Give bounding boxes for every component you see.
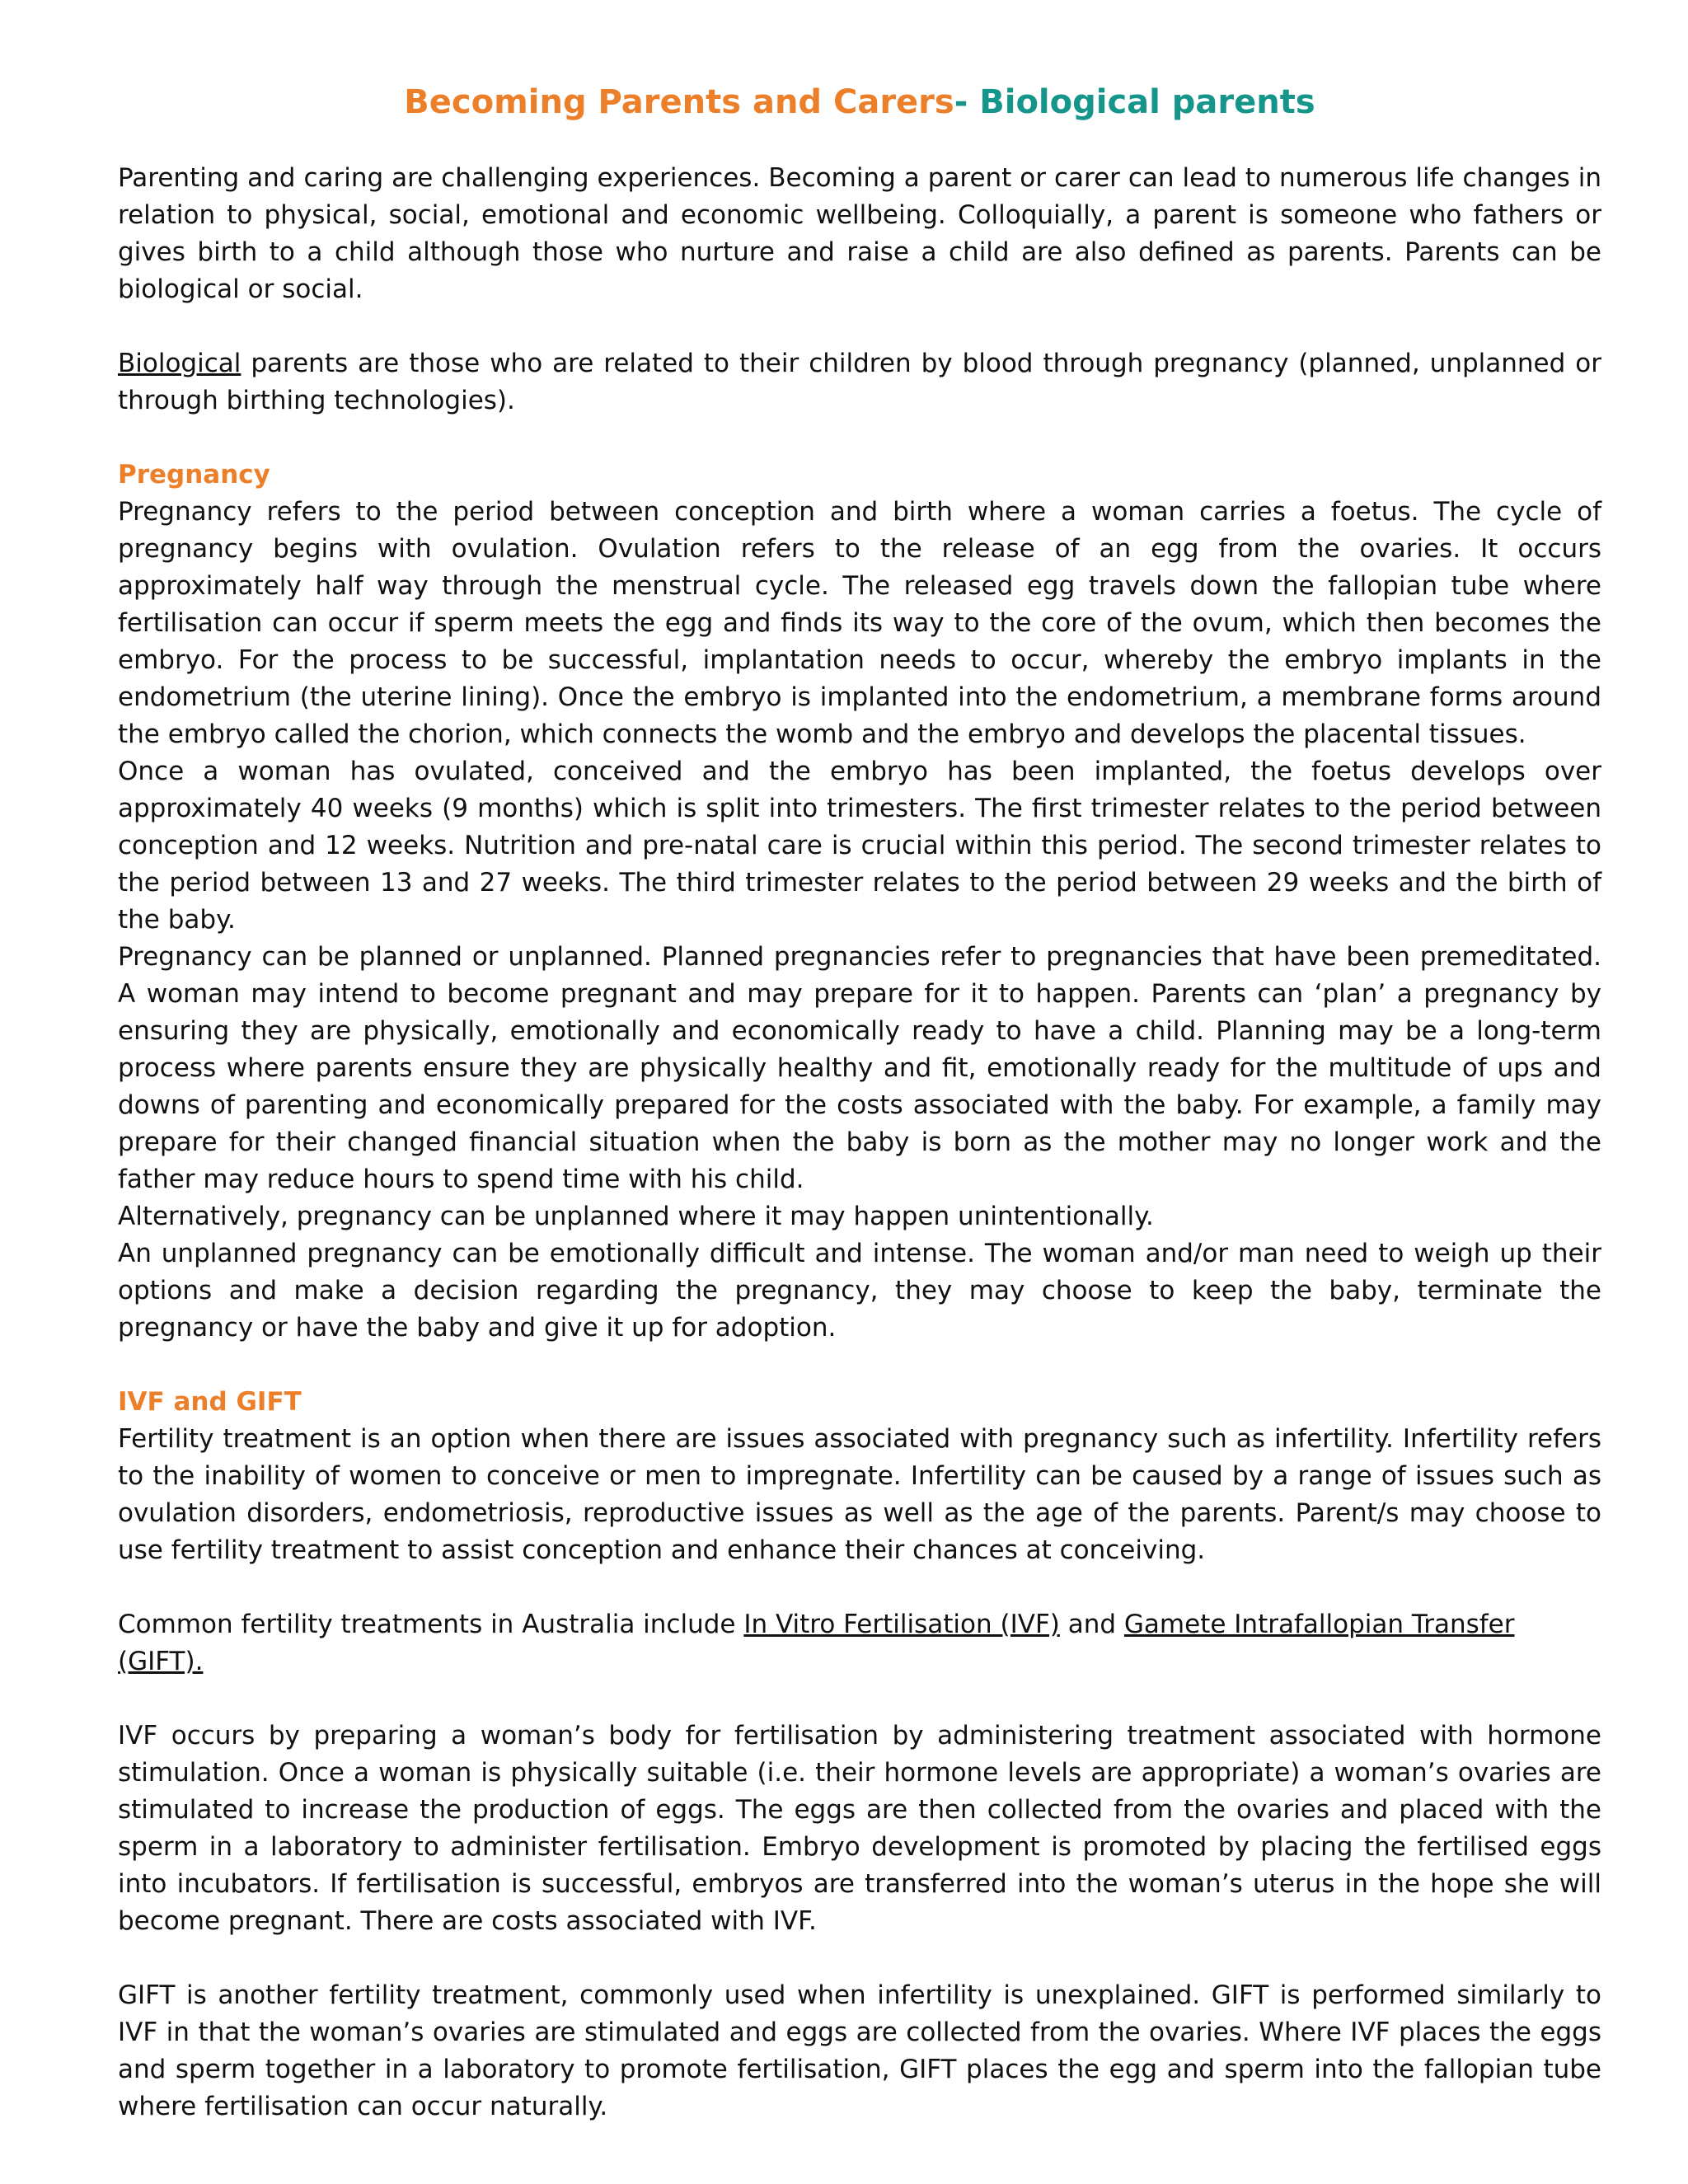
pregnancy-paragraph-5: An unplanned pregnancy can be emotionally difficult and intense. The woman and/or man need to weigh up their options and make a decision regarding the pregnancy, they may choose to keep the baby, terminate the pregnancy or have the baby and give it up for adoption.: [118, 1239, 1601, 1343]
pregnancy-paragraph-3: Pregnancy can be planned or unplanned. Planned pregnancies refer to pregnancies that have been premeditated. A woman may intend to become pregnant and may prepare for it to happen. Parents can ‘plan’ a pregnancy by ensuring they are physically, emotionally and economically ready to have a child. Planning may be a long-term process where parents ensure they are physically healthy and fit, emotionally ready for the multitude of ups and downs of parenting and economically prepared for the costs associated with the baby. For example, a family may prepare for their changed financial situation when the baby is born as the mother may no longer work and the father may reduce hours to spend time with his child.: [118, 942, 1601, 1194]
ivf-link[interactable]: In Vitro Fertilisation (IVF): [743, 1610, 1060, 1639]
ivf-gift-heading: IVF and GIFT: [118, 1387, 302, 1417]
title-main: Becoming Parents and Carers: [404, 83, 954, 121]
biological-text: parents are those who are related to their children by blood through pregnancy (planned, unplanned or through birthing technologies).: [118, 349, 1601, 415]
document-page: [118, 79, 1601, 2125]
biological-term: Biological: [118, 349, 241, 378]
and-text: and: [1059, 1610, 1124, 1639]
pregnancy-paragraph-2: Once a woman has ovulated, conceived and the embryo has been implanted, the foetus develops over approximately 40 weeks (9 months) which is split into trimesters. The first trimester relates to the period between conception and 12 weeks. Nutrition and pre-natal care is crucial within this period. The second trimester relates to the period between 13 and 27 weeks. The third trimester relates to the period between 29 weeks and the birth of the baby.: [118, 757, 1601, 935]
common-treatments-paragraph: [118, 1606, 1601, 1680]
title-sub: - Biological parents: [954, 83, 1315, 121]
biological-paragraph: [118, 345, 1601, 419]
gift-paragraph: GIFT is another fertility treatment, commonly used when infertility is unexplained. GIFT is performed similarly to IVF in that the woman’s ovaries are stimulated and eggs are collected from the ovaries. Where IVF places the eggs and sperm together in a laboratory to promote fertilisation, GIFT places the egg and sperm into the fallopian tube where fertilisation can occur naturally.: [118, 1980, 1601, 2121]
fertility-paragraph: Fertility treatment is an option when there are issues associated with pregnancy such as infertility. Infertility refers to the inability of women to conceive or men to impregnate. Infertility can be caused by a range of issues such as ovulation disorders, endometriosis, reproductive issues as well as the age of the parents. Parent/s may choose to use fertility treatment to assist conception and enhance their chances at conceiving.: [118, 1424, 1601, 1565]
pregnancy-paragraph-1: Pregnancy refers to the period between conception and birth where a woman carries a foetus. The cycle of pregnancy begins with ovulation. Ovulation refers to the release of an egg from the ovaries. It occurs approximately half way through the menstrual cycle. The released egg travels down the fallopian tube where fertilisation can occur if sperm meets the egg and finds its way to the core of the ovum, which then becomes the embryo. For the process to be successful, implantation needs to occur, whereby the embryo implants in the endometrium (the uterine lining). Once the embryo is implanted into the endometrium, a membrane forms around the embryo called the chorion, which connects the womb and the embryo and develops the placental tissues.: [118, 497, 1601, 749]
page-title: [118, 79, 1601, 125]
ivf-paragraph: IVF occurs by preparing a woman’s body for fertilisation by administering treatment associated with hormone stimulation. Once a woman is physically suitable (i.e. their hormone levels are appropriate) a woman’s ovaries are stimulated to increase the production of eggs. The eggs are then collected from the ovaries and placed with the sperm in a laboratory to administer fertilisation. Embryo development is promoted by placing the fertilised eggs into incubators. If fertilisation is successful, embryos are transferred into the woman’s uterus in the hope she will become pregnant. There are costs associated with IVF.: [118, 1721, 1601, 1936]
pregnancy-heading: Pregnancy: [118, 460, 270, 490]
intro-paragraph: Parenting and caring are challenging experiences. Becoming a parent or carer can lead to numerous life changes in relation to physical, social, emotional and economic wellbeing. Colloquially, a parent is someone who fathers or gives birth to a child although those who nurture and raise a child are also defined as parents. Parents can be biological or social.: [118, 163, 1601, 304]
pregnancy-paragraph-4: Alternatively, pregnancy can be unplanned where it may happen unintentionally.: [118, 1202, 1154, 1231]
common-treatments-text: Common fertility treatments in Australia include: [118, 1610, 744, 1639]
gift-link[interactable]: Gamete Intrafallopian Transfer (GIFT).: [118, 1610, 1515, 1676]
